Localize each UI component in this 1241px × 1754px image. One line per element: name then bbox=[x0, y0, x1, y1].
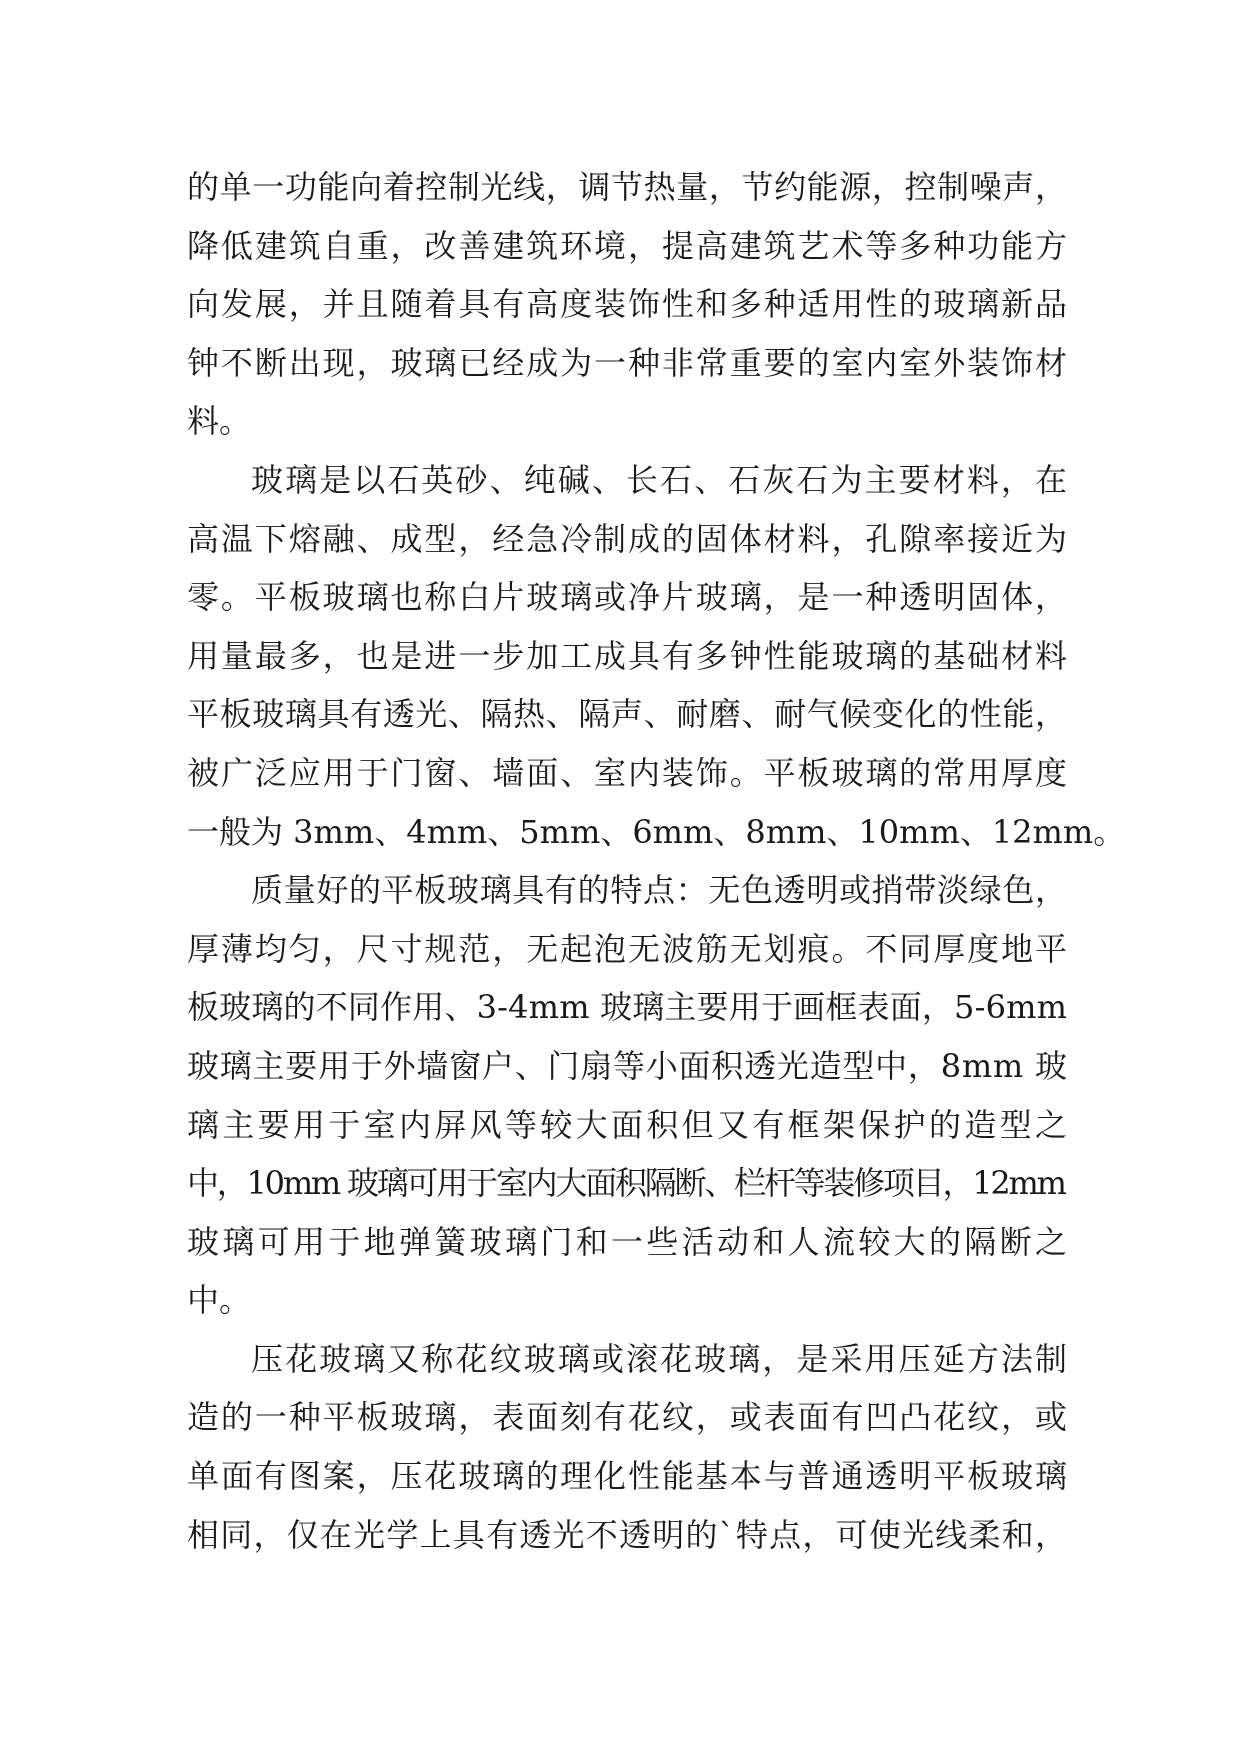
text-line: 一般为 3mm、4mm、5mm、6mm、8mm、10mm、12mm。 bbox=[187, 812, 1126, 851]
text-line: 钟不断出现，玻璃已经成为一种非常重要的室内室外装饰材 bbox=[187, 343, 1069, 382]
body-text bbox=[187, 158, 1126, 1564]
text-line: 单面有图案，压花玻璃的理化性能基本与普通透明平板玻璃 bbox=[187, 1457, 1069, 1496]
text-line: 玻璃可用于地弹簧玻璃门和一些活动和人流较大的隔断之 bbox=[187, 1222, 1071, 1261]
text-line: 压花玻璃又称花纹玻璃或滚花玻璃，是采用压延方法制 bbox=[251, 1339, 1070, 1378]
text-line: 板玻璃的不同作用、3-4mm 玻璃主要用于画框表面，5-6mm bbox=[187, 988, 1068, 1027]
text-line: 零。平板玻璃也称白片玻璃或净片玻璃，是一种透明固体， bbox=[187, 578, 1069, 617]
text-line: 厚薄均匀，尺寸规范，无起泡无波筋无划痕。不同厚度地平 bbox=[187, 929, 1069, 968]
paragraph-3 bbox=[187, 861, 1071, 1330]
text-line: 的单一功能向着控制光线，调节热量，节约能源，控制噪声， bbox=[187, 168, 1068, 206]
text-line: 高温下熔融、成型，经急冷制成的固体材料，孔隙率接近为 bbox=[187, 519, 1069, 558]
paragraph-4 bbox=[187, 1330, 1070, 1564]
text-line: 璃主要用于室内屏风等较大面积但又有框架保护的造型之 bbox=[187, 1105, 1071, 1144]
text-line: 玻璃是以石英砂、纯碱、长石、石灰石为主要材料，在 bbox=[251, 460, 1070, 499]
text-line: 向发展，并且随着具有高度装饰性和多种适用性的玻璃新品 bbox=[187, 285, 1069, 324]
text-line: 被广泛应用于门窗、墙面、室内装饰。平板玻璃的常用厚度 bbox=[187, 753, 1069, 792]
text-line: 用量最多，也是进一步加工成具有多钟性能玻璃的基础材料 bbox=[187, 636, 1069, 675]
text-line: 平板玻璃具有透光、隔热、隔声、耐磨、耐气候变化的性能， bbox=[187, 695, 1068, 734]
text-line: 降低建筑自重，改善建筑环境，提高建筑艺术等多种功能方 bbox=[187, 226, 1069, 265]
text-line: 玻璃主要用于外墙窗户、门扇等小面积透光造型中，8mm 玻 bbox=[187, 1046, 1068, 1085]
text-line: 相同，仅在光学上具有透光不透明的`特点，可使光线柔和， bbox=[187, 1515, 1069, 1554]
text-line: 质量好的平板玻璃具有的特点：无色透明或捎带淡绿色， bbox=[251, 871, 1068, 910]
text-line: 造的一种平板玻璃，表面刻有花纹，或表面有凹凸花纹，或 bbox=[187, 1398, 1069, 1437]
paragraph-2 bbox=[187, 451, 1126, 861]
text-line: 中。 bbox=[187, 1281, 252, 1320]
text-line: 中，10mm 玻璃可用于室内大面积隔断、栏杆等装修项目，12mm bbox=[187, 1164, 1065, 1203]
paragraph-1 bbox=[187, 158, 1067, 451]
text-line: 料。 bbox=[187, 402, 252, 441]
